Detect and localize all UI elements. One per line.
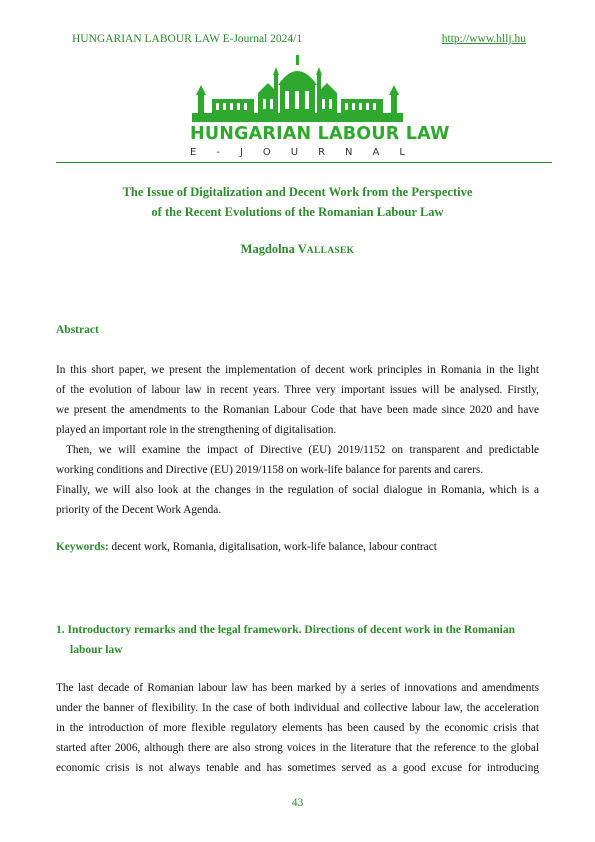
text-line: played an important role in the strengthening of digitalisation. [56, 424, 337, 436]
page-number: 43 [291, 797, 304, 809]
text-line: Then, we will examine the impact of Directive (EU) 2019/1152 on transparent and predictable [66, 444, 539, 456]
text-line: In this short paper, we present the implementation of decent work principles in Romania in the light [56, 364, 539, 376]
logo-letter: R [318, 147, 326, 158]
logo-letter: A [372, 147, 380, 158]
keywords-line [56, 541, 539, 553]
author-last-rest: ALLASEK [306, 246, 355, 256]
text-line: priority of the Decent Work Agenda. [56, 504, 222, 516]
abstract-heading: Abstract [56, 324, 99, 336]
text-line: working conditions and Directive (EU) 2019/1158 on work-life balance for parents and carers. [56, 464, 484, 476]
text-line: of the evolution of labour law in recent years. Three very important issues will be analysed. Firstly, [56, 384, 539, 396]
logo-letter: J [239, 147, 243, 158]
author-last-initial: V [297, 242, 307, 256]
logo-letter: L [399, 147, 405, 158]
journal-header: HUNGARIAN LABOUR LAW E-Journal 2024/1 [72, 33, 303, 45]
heading-line: 1. Introductory remarks and the legal framework. Directions of decent work in the Romanian [56, 624, 516, 636]
logo-letter: O [262, 147, 271, 158]
title-line: The Issue of Digitalization and Decent Work from the Perspective [122, 185, 473, 199]
text-line: started after 2006, although there are also strong voices in the literature that the reference to the global [56, 742, 539, 754]
logo-letter: - [216, 147, 220, 158]
abstract-paragraph-2 [56, 440, 539, 520]
text-line: we present the amendments to the Romanian Labour Code that have been made since 2020 and have [56, 404, 539, 416]
abstract-paragraph-1 [56, 360, 539, 440]
title-line: of the Recent Evolutions of the Romanian Labour Law [151, 205, 444, 219]
text-line: The last decade of Romanian labour law has been marked by a series of innovations and amendments [56, 682, 539, 694]
logo-subtitle [190, 147, 405, 158]
section-1-heading [56, 620, 539, 660]
text-line: under the banner of flexibility. In the case of both individual and collective labour law, the acceleration [56, 702, 539, 714]
author-name [56, 242, 539, 257]
logo-letter: N [345, 147, 353, 158]
text-line: economic crisis is not always tenable and has sometimes served as a good excuse for introducing [56, 762, 539, 774]
heading-line: labour law [70, 644, 123, 656]
logo-letter: E [190, 147, 197, 158]
keywords-label: Keywords: [56, 541, 109, 553]
logo-wordmark: HUNGARIAN LABOUR LAW [190, 124, 450, 144]
author-first-name: Magdolna [240, 242, 295, 256]
header-divider [56, 162, 552, 163]
keywords-text: decent work, Romania, digitalisation, work-life balance, labour contract [108, 541, 437, 553]
journal-url-link[interactable]: http://www.hllj.hu [441, 33, 526, 45]
logo-letter: U [290, 147, 299, 158]
text-line: in the introduction of more flexible regulatory elements has been caused by the economic crisis that [56, 722, 539, 734]
section-1-paragraph [56, 678, 539, 778]
text-line: Finally, we will also look at the changes in the regulation of social dialogue in Romania, which is a [56, 484, 539, 496]
article-title [56, 182, 539, 222]
running-header [72, 33, 526, 45]
